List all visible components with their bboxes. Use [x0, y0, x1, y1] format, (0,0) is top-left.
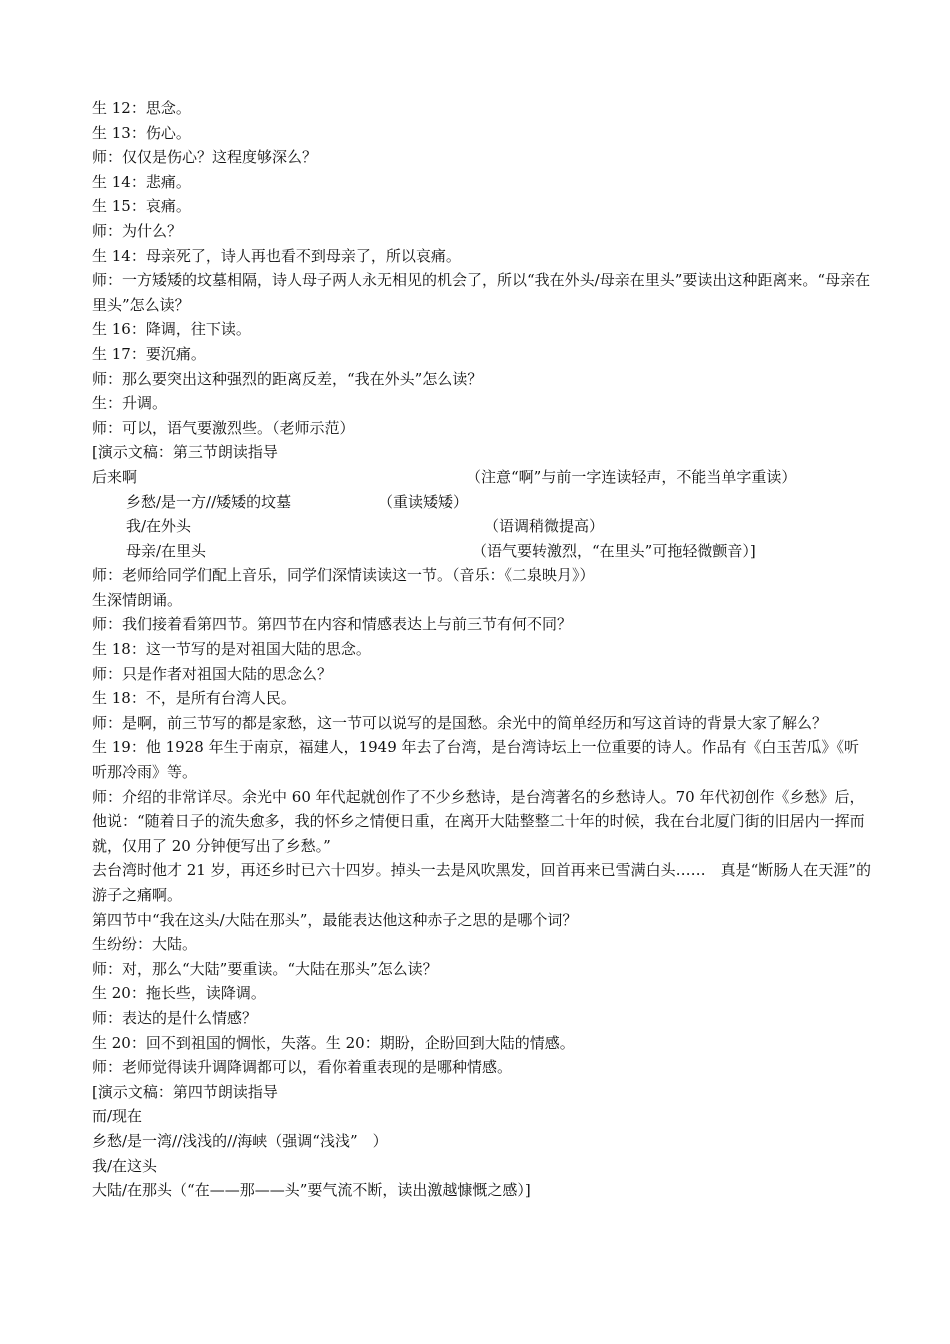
- text-line: 生 14：母亲死了，诗人再也看不到母亲了，所以哀痛。: [92, 246, 461, 265]
- text-line: 大陆/在那头（“在——那——头”要气流不断，读出激越慷慨之感）]: [92, 1181, 531, 1200]
- guide-note: （重读矮矮）: [378, 492, 469, 511]
- text-line: 生 13：伤心。: [92, 123, 191, 142]
- text-line: 师：仅仅是伤心？这程度够深么？: [92, 148, 318, 167]
- text-line: 师：对，那么“大陆”要重读。“大陆在那头”怎么读？: [92, 959, 438, 978]
- guide-poem-line: 乡愁/是一方//矮矮的坟墓: [126, 492, 292, 511]
- text-line: 生 20：回不到祖国的惆怅，失落。生 20：期盼，企盼回到大陆的情感。: [92, 1033, 575, 1052]
- text-line: 生 15：哀痛。: [92, 197, 191, 216]
- text-line: 生 17：要沉痛。: [92, 344, 206, 363]
- text-line: 生 18：这一节写的是对祖国大陆的思念。: [92, 640, 371, 659]
- guide-poem-line: 我/在外头: [126, 517, 192, 536]
- text-line: 师：那么要突出这种强烈的距离反差，“我在外头”怎么读？: [92, 369, 483, 388]
- guide-poem-line: 后来啊: [92, 467, 138, 486]
- guide-row: [92, 539, 872, 564]
- dialogue-block-4: [92, 908, 872, 1203]
- text-line: 生 12：思念。: [92, 99, 191, 117]
- reading-guide-section-3: [92, 465, 872, 563]
- text-paragraph: 师：介绍的非常详尽。余光中 60 年代起就创作了不少乡愁诗，是台湾著名的乡愁诗人。70 年代初创作《乡愁》后，他说：“随着日子的流失愈多，我的怀乡之情便日重，在离开大陆整整二十年的时候，我在台北厦门街的旧居内一挥而就，仅用了 20 分钟便写出了乡愁。”: [92, 787, 865, 855]
- text-paragraph: 生 19：他 1928 年生于南京，福建人，1949 年去了台湾，是台湾诗坛上一位重要的诗人。作品有《白玉苦瓜》《听听那冷雨》等。: [92, 738, 860, 782]
- text-line: 生深情朗诵。: [92, 590, 183, 609]
- guide-row: [92, 465, 872, 490]
- text-line: 乡愁/是一湾//浅浅的//海峡（强调“浅浅” ）: [92, 1131, 388, 1150]
- text-line: 师：只是作者对祖国大陆的思念么？: [92, 664, 333, 683]
- guide-note: （注意“啊”与前一字连读轻声，不能当单字重读）: [466, 467, 797, 486]
- text-paragraph: 去台湾时他才 21 岁，再还乡时已六十四岁。掉头一去是风吹黑发，回首再来已雪满白头…… 真是“断肠人在天涯”的游子之痛啊。: [92, 861, 871, 904]
- text-line: 师：表达的是什么情感？: [92, 1008, 258, 1027]
- text-paragraph: 师：一方矮矮的坟墓相隔，诗人母子两人永无相见的机会了，所以“我在外头/母亲在里头”要读出这种距离来。“母亲在里头”怎么读？: [92, 271, 871, 314]
- text-line: 师：可以，语气要激烈些。（老师示范）: [92, 418, 355, 437]
- text-line: 生 14：悲痛。: [92, 172, 191, 191]
- text-paragraph: 师：是啊，前三节写的都是家愁，这一节可以说写的是国愁。余光中的简单经历和写这首诗的背景大家了解么？: [92, 713, 828, 732]
- dialogue-block-2: [92, 317, 872, 465]
- text-line: [演示文稿：第四节朗读指导: [92, 1082, 278, 1101]
- guide-note: （语调稍微提高）: [484, 517, 605, 536]
- text-line: 师：为什么？: [92, 221, 183, 240]
- guide-poem-line: 母亲/在里头: [126, 541, 207, 560]
- text-line: 师：我们接着看第四节。第四节在内容和情感表达上与前三节有何不同？: [92, 615, 573, 634]
- document-page: [92, 96, 872, 1203]
- guide-row: [92, 514, 872, 539]
- text-line: 第四节中“我在这头/大陆在那头”，最能表达他这种赤子之思的是哪个词？: [92, 910, 578, 929]
- text-line: [演示文稿：第三节朗读指导: [92, 443, 278, 462]
- guide-row: [92, 490, 872, 515]
- text-line: 师：老师给同学们配上音乐，同学们深情读读这一节。（音乐：《二泉映月》）: [92, 566, 595, 585]
- text-line: 而/现在: [92, 1107, 143, 1126]
- text-line: 生纷纷：大陆。: [92, 935, 198, 954]
- text-line: 生 18：不，是所有台湾人民。: [92, 689, 296, 708]
- dialogue-block-1: [92, 96, 872, 268]
- text-line: 我/在这头: [92, 1156, 158, 1175]
- text-line: 师：老师觉得读升调降调都可以，看你着重表现的是哪种情感。: [92, 1058, 513, 1077]
- dialogue-block-3: [92, 563, 872, 711]
- text-line: 生：升调。: [92, 394, 168, 413]
- text-line: 生 20：拖长些，读降调。: [92, 984, 266, 1003]
- text-line: 生 16：降调，往下读。: [92, 320, 251, 339]
- guide-note: （语气要转激烈，“在里头”可拖轻微颤音）]: [472, 541, 756, 560]
